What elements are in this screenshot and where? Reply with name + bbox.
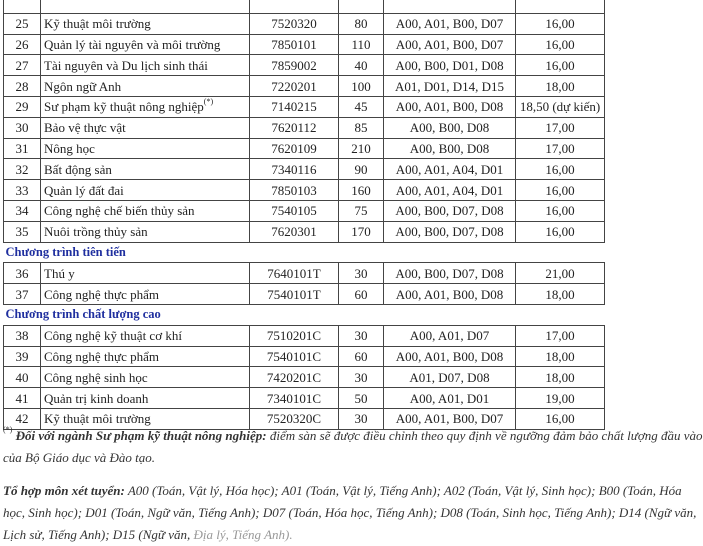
quota-cell xyxy=(339,0,384,13)
quota-cell: 60 xyxy=(339,284,384,305)
row-number-cell: 28 xyxy=(4,76,41,97)
table-body xyxy=(4,0,605,429)
major-name-cell: Sư phạm kỹ thuật nông nghiệp(*) xyxy=(41,96,250,117)
major-name-cell: Kỹ thuật môi trường xyxy=(41,13,250,34)
min-score-cell: 18,00 xyxy=(516,284,605,305)
quota-cell: 75 xyxy=(339,200,384,221)
major-code-cell: 7850103 xyxy=(250,180,339,201)
row-number-cell: 39 xyxy=(4,346,41,367)
section-title: Chương trình tiên tiến xyxy=(4,242,605,263)
footnote-mark: (*) xyxy=(203,97,214,107)
major-code-cell: 7140215 xyxy=(250,96,339,117)
table-row xyxy=(4,180,605,201)
note-subject-combos xyxy=(3,480,703,546)
subject-combo-cell: A01, D07, D08 xyxy=(384,367,516,388)
subject-combo-cell: A00, A01, D01 xyxy=(384,388,516,409)
min-score-cell xyxy=(516,0,605,13)
major-code-cell: 7620301 xyxy=(250,221,339,242)
table-row xyxy=(4,263,605,284)
subject-combo-cell: A00, B00, D07, D08 xyxy=(384,263,516,284)
table-row xyxy=(4,221,605,242)
major-code-cell: 7540101T xyxy=(250,284,339,305)
table-row xyxy=(4,200,605,221)
row-number-cell: 31 xyxy=(4,138,41,159)
row-number-cell: 33 xyxy=(4,180,41,201)
quota-cell: 80 xyxy=(339,13,384,34)
min-score-cell: 18,00 xyxy=(516,76,605,97)
subject-combo-cell: A00, A01, D07 xyxy=(384,325,516,346)
quota-cell: 50 xyxy=(339,388,384,409)
min-score-cell: 16,00 xyxy=(516,159,605,180)
note-text: A00 (Toán, Vật lý, Hóa học); A01 (Toán, Vật lý, Tiếng Anh); A02 (Toán, Vật lý, Sinh học); B00 (Toán, Hóa học, Sinh học); D01 (Toán, Ngữ văn, Tiếng Anh); D07 (Toán, Hóa học, Tiếng Anh); D08 (Toán, Sinh học, Tiếng Anh); D14 (Ngữ văn, Lịch sử, Tiếng Anh); D15 (Ngữ văn, xyxy=(3,483,697,542)
major-code-cell: 7520320C xyxy=(250,408,339,429)
major-name-cell: Ngôn ngữ Anh xyxy=(41,76,250,97)
quota-cell: 30 xyxy=(339,263,384,284)
subject-combo-cell: A00, B00, D01, D08 xyxy=(384,55,516,76)
subject-combo-cell: A00, A01, B00, D07 xyxy=(384,13,516,34)
min-score-cell: 19,00 xyxy=(516,388,605,409)
row-number-cell: 30 xyxy=(4,117,41,138)
major-name-cell: Công nghệ chế biến thủy sản xyxy=(41,200,250,221)
quota-cell: 170 xyxy=(339,221,384,242)
row-number-cell: 26 xyxy=(4,34,41,55)
min-score-cell: 16,00 xyxy=(516,34,605,55)
major-code-cell: 7859002 xyxy=(250,55,339,76)
major-name-cell: Công nghệ thực phẩm xyxy=(41,346,250,367)
subject-combo-cell: A00, A01, B00, D07 xyxy=(384,408,516,429)
table-row xyxy=(4,159,605,180)
major-code-cell: 7420201C xyxy=(250,367,339,388)
major-name-cell: Bảo vệ thực vật xyxy=(41,117,250,138)
note-text: điểm sàn sẽ được điều chỉnh theo quy định về ngưỡng đảm bảo chất lượng đầu vào của Bộ Giáo dục và Đào tạo. xyxy=(3,428,703,465)
subject-combo-cell: A00, A01, B00, D08 xyxy=(384,346,516,367)
subject-combo-cell: A00, B00, D08 xyxy=(384,117,516,138)
row-number-cell: 34 xyxy=(4,200,41,221)
table-row xyxy=(4,0,605,13)
major-name-cell: Thú y xyxy=(41,263,250,284)
major-code-cell: 7340101C xyxy=(250,388,339,409)
subject-combo-cell: A00, A01, B00, D07 xyxy=(384,34,516,55)
major-code-cell: 7520320 xyxy=(250,13,339,34)
table-row xyxy=(4,388,605,409)
major-code-cell xyxy=(250,0,339,13)
quota-cell: 210 xyxy=(339,138,384,159)
major-name-cell: Quản trị kinh doanh xyxy=(41,388,250,409)
row-number-cell: 27 xyxy=(4,55,41,76)
table-row xyxy=(4,117,605,138)
table-row xyxy=(4,96,605,117)
row-number-cell: 42 xyxy=(4,408,41,429)
major-code-cell: 7540101C xyxy=(250,346,339,367)
major-name-cell: Tài nguyên và Du lịch sinh thái xyxy=(41,55,250,76)
note-agri-teacher xyxy=(3,425,703,469)
major-code-cell: 7220201 xyxy=(250,76,339,97)
major-code-cell: 7510201C xyxy=(250,325,339,346)
major-code-cell: 7540105 xyxy=(250,200,339,221)
note-text-faded: Địa lý, Tiếng Anh). xyxy=(193,527,293,542)
major-code-cell: 7850101 xyxy=(250,34,339,55)
min-score-cell: 17,00 xyxy=(516,117,605,138)
major-name-cell: Quản lý tài nguyên và môi trường xyxy=(41,34,250,55)
row-number-cell: 38 xyxy=(4,325,41,346)
major-name-cell: Công nghệ sinh học xyxy=(41,367,250,388)
section-title: Chương trình chất lượng cao xyxy=(4,304,605,325)
min-score-cell: 18,50 (dự kiến) xyxy=(516,96,605,117)
quota-cell: 30 xyxy=(339,325,384,346)
min-score-cell: 17,00 xyxy=(516,138,605,159)
major-name-cell xyxy=(41,0,250,13)
quota-cell: 40 xyxy=(339,55,384,76)
row-number-cell: 25 xyxy=(4,13,41,34)
min-score-cell: 16,00 xyxy=(516,221,605,242)
quota-cell: 90 xyxy=(339,159,384,180)
quota-cell: 30 xyxy=(339,367,384,388)
subject-combo-cell: A00, A01, B00, D08 xyxy=(384,284,516,305)
note-bold-lead: Đối với ngành Sư phạm kỹ thuật nông nghiệp: xyxy=(15,428,267,443)
subject-combo-cell: A00, A01, A04, D01 xyxy=(384,159,516,180)
major-code-cell: 7340116 xyxy=(250,159,339,180)
note-mark: (*) xyxy=(3,425,13,434)
table-row xyxy=(4,13,605,34)
major-name-cell: Quản lý đất đai xyxy=(41,180,250,201)
quota-cell: 110 xyxy=(339,34,384,55)
row-number-cell: 37 xyxy=(4,284,41,305)
table-row xyxy=(4,138,605,159)
table-row xyxy=(4,367,605,388)
subject-combo-cell: A00, B00, D07, D08 xyxy=(384,221,516,242)
major-name-cell: Kỹ thuật môi trường xyxy=(41,408,250,429)
major-name-cell: Nuôi trồng thủy sản xyxy=(41,221,250,242)
min-score-cell: 16,00 xyxy=(516,180,605,201)
subject-combo-cell: A00, B00, D07, D08 xyxy=(384,200,516,221)
table-row xyxy=(4,34,605,55)
min-score-cell: 18,00 xyxy=(516,367,605,388)
subject-combo-cell: A00, A01, A04, D01 xyxy=(384,180,516,201)
row-number-cell: 41 xyxy=(4,388,41,409)
min-score-cell: 17,00 xyxy=(516,325,605,346)
subject-combo-cell: A00, B00, D08 xyxy=(384,138,516,159)
note-bold-lead: Tổ hợp môn xét tuyển: xyxy=(3,483,125,498)
quota-cell: 100 xyxy=(339,76,384,97)
quota-cell: 60 xyxy=(339,346,384,367)
major-name-cell: Công nghệ kỹ thuật cơ khí xyxy=(41,325,250,346)
section-row-high-quality xyxy=(4,304,605,325)
major-name-cell: Bất động sản xyxy=(41,159,250,180)
section-row-advanced xyxy=(4,242,605,263)
row-number-cell: 32 xyxy=(4,159,41,180)
min-score-cell: 16,00 xyxy=(516,200,605,221)
table-row xyxy=(4,55,605,76)
major-code-cell: 7620112 xyxy=(250,117,339,138)
row-number-cell: 35 xyxy=(4,221,41,242)
min-score-cell: 21,00 xyxy=(516,263,605,284)
min-score-cell: 16,00 xyxy=(516,55,605,76)
subject-combo-cell xyxy=(384,0,516,13)
table-row xyxy=(4,346,605,367)
row-number-cell: 36 xyxy=(4,263,41,284)
major-code-cell: 7640101T xyxy=(250,263,339,284)
subject-combo-cell: A01, D01, D14, D15 xyxy=(384,76,516,97)
row-number-cell xyxy=(4,0,41,13)
subject-combo-cell: A00, A01, B00, D08 xyxy=(384,96,516,117)
quota-cell: 30 xyxy=(339,408,384,429)
table-row xyxy=(4,325,605,346)
quota-cell: 85 xyxy=(339,117,384,138)
min-score-cell: 16,00 xyxy=(516,408,605,429)
major-code-cell: 7620109 xyxy=(250,138,339,159)
quota-cell: 160 xyxy=(339,180,384,201)
row-number-cell: 40 xyxy=(4,367,41,388)
table-row xyxy=(4,76,605,97)
min-score-cell: 18,00 xyxy=(516,346,605,367)
quota-cell: 45 xyxy=(339,96,384,117)
major-name-cell: Nông học xyxy=(41,138,250,159)
min-score-cell: 16,00 xyxy=(516,13,605,34)
table-row xyxy=(4,284,605,305)
major-name-cell: Công nghệ thực phẩm xyxy=(41,284,250,305)
row-number-cell: 29 xyxy=(4,96,41,117)
admission-score-table xyxy=(3,0,605,430)
